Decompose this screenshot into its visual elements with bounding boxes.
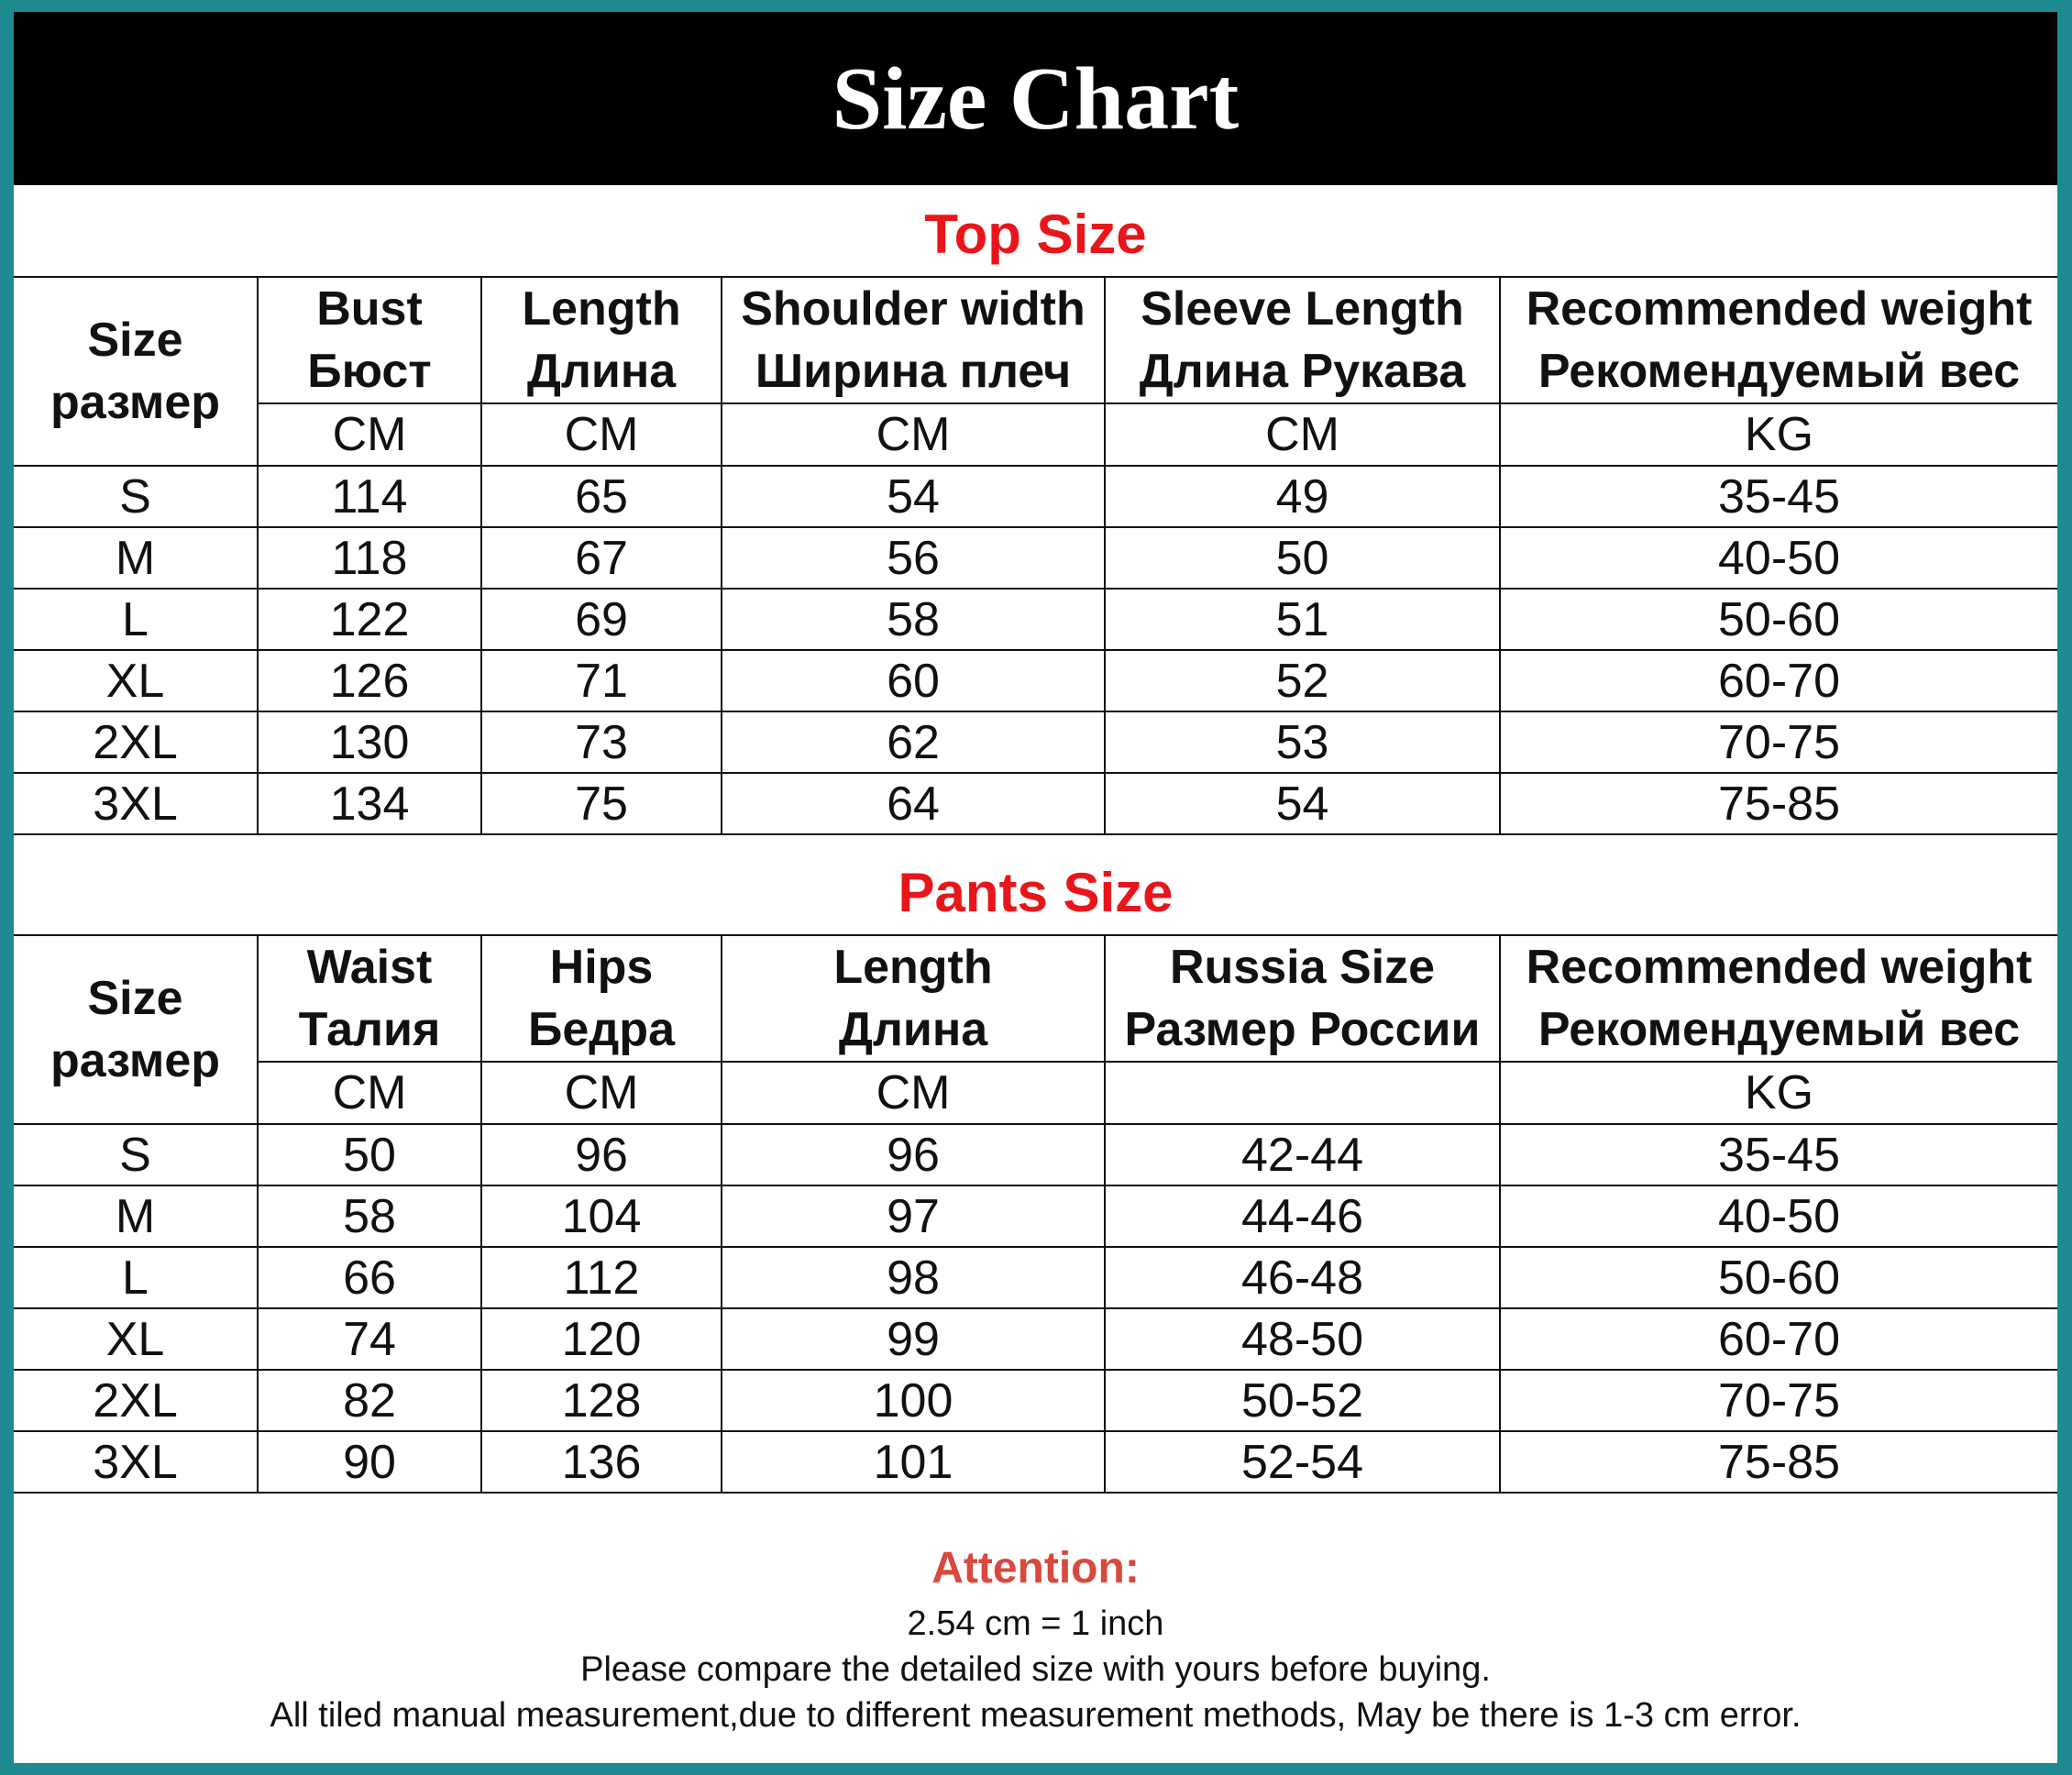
pants-size-table [14, 934, 2057, 1494]
unit-cell: CM [258, 1062, 481, 1124]
size-chart [14, 12, 2057, 1763]
table-cell: 136 [481, 1431, 722, 1493]
table-cell: 118 [258, 527, 481, 589]
column-header-en: Recommended weight [1526, 941, 2033, 994]
table-cell: 50 [258, 1124, 481, 1185]
table-cell: 50-60 [1500, 589, 2057, 650]
table-cell: 112 [481, 1247, 722, 1308]
pants-size-title: Pants Size [898, 862, 1174, 923]
table-row [14, 589, 2057, 650]
size-header-ru: размер [50, 1034, 221, 1087]
unit-cell [1105, 1062, 1500, 1124]
table-cell: 70-75 [1500, 711, 2057, 773]
table-cell: 44-46 [1105, 1185, 1500, 1247]
column-header-ru: Длина [838, 1003, 988, 1056]
compare-note: Please compare the detailed size with yours before buying. [580, 1650, 1491, 1689]
table-cell: 56 [722, 527, 1105, 589]
table-cell: 40-50 [1500, 527, 2057, 589]
column-header-en: Waist [306, 941, 433, 994]
column-header [1105, 277, 1500, 403]
unit-cell: CM [481, 1062, 722, 1124]
column-header [481, 277, 722, 403]
table-row [14, 1124, 2057, 1185]
table-cell: 49 [1105, 466, 1500, 527]
header-row [14, 277, 2057, 403]
size-label: L [14, 1247, 258, 1308]
table-cell: 99 [722, 1308, 1105, 1370]
table-cell: 50 [1105, 527, 1500, 589]
table-cell: 60 [722, 650, 1105, 711]
table-cell: 53 [1105, 711, 1500, 773]
column-header-ru: Бедра [528, 1003, 675, 1056]
size-label: XL [14, 650, 258, 711]
table-cell: 46-48 [1105, 1247, 1500, 1308]
column-header [1105, 935, 1500, 1062]
size-label: S [14, 1124, 258, 1185]
table-cell: 54 [1105, 773, 1500, 834]
unit-cell: KG [1500, 1062, 2057, 1124]
table-cell: 73 [481, 711, 722, 773]
table-cell: 51 [1105, 589, 1500, 650]
size-label: 3XL [14, 1431, 258, 1493]
table-cell: 134 [258, 773, 481, 834]
top-size-title: Top Size [924, 204, 1147, 265]
table-row [14, 527, 2057, 589]
column-header [481, 935, 722, 1062]
size-header-en: Size [87, 972, 183, 1025]
column-header-ru: Размер России [1124, 1003, 1481, 1056]
table-cell: 75-85 [1500, 1431, 2057, 1493]
header-row [14, 935, 2057, 1062]
table-cell: 71 [481, 650, 722, 711]
column-header [1500, 935, 2057, 1062]
unit-cell: CM [258, 403, 481, 466]
size-header-ru: размер [50, 376, 221, 429]
column-header [1500, 277, 2057, 403]
size-label: M [14, 527, 258, 589]
table-cell: 104 [481, 1185, 722, 1247]
column-header-en: Hips [549, 941, 654, 994]
column-header [722, 277, 1105, 403]
table-row [14, 1185, 2057, 1247]
column-header-en: Shoulder width [741, 282, 1086, 336]
table-cell: 120 [481, 1308, 722, 1370]
column-header-ru: Бюст [307, 345, 432, 398]
unit-cell: CM [481, 403, 722, 466]
table-cell: 67 [481, 527, 722, 589]
table-cell: 128 [481, 1370, 722, 1431]
measurement-note: All tiled manual measurement,due to different measurement methods, May be there is 1-3 cm error. [270, 1696, 1802, 1735]
table-cell: 96 [481, 1124, 722, 1185]
table-cell: 50-52 [1105, 1370, 1500, 1431]
table-cell: 114 [258, 466, 481, 527]
column-header-ru: Длина [526, 345, 677, 398]
size-label: S [14, 466, 258, 527]
size-label: 2XL [14, 711, 258, 773]
table-row [14, 1247, 2057, 1308]
table-cell: 58 [258, 1185, 481, 1247]
table-row [14, 1308, 2057, 1370]
unit-cell: CM [722, 1062, 1105, 1124]
table-cell: 122 [258, 589, 481, 650]
column-header [258, 935, 481, 1062]
table-cell: 69 [481, 589, 722, 650]
table-cell: 66 [258, 1247, 481, 1308]
table-cell: 60-70 [1500, 1308, 2057, 1370]
column-header-en: Sleeve Length [1141, 282, 1464, 336]
table-cell: 60-70 [1500, 650, 2057, 711]
size-header-en: Size [87, 314, 183, 367]
size-header [14, 277, 258, 466]
table-cell: 90 [258, 1431, 481, 1493]
column-header-ru: Талия [298, 1003, 441, 1056]
size-label: XL [14, 1308, 258, 1370]
table-row [14, 466, 2057, 527]
column-header-en: Length [833, 941, 993, 994]
table-cell: 50-60 [1500, 1247, 2057, 1308]
table-cell: 42-44 [1105, 1124, 1500, 1185]
column-header-en: Russia Size [1169, 941, 1436, 994]
conversion-note: 2.54 cm = 1 inch [907, 1604, 1164, 1643]
unit-cell: KG [1500, 403, 2057, 466]
size-header [14, 935, 258, 1124]
table-cell: 75 [481, 773, 722, 834]
table-cell: 48-50 [1105, 1308, 1500, 1370]
column-header-en: Bust [316, 282, 423, 336]
table-cell: 70-75 [1500, 1370, 2057, 1431]
table-cell: 62 [722, 711, 1105, 773]
column-header-ru: Длина Рукава [1139, 345, 1466, 398]
unit-cell: CM [1105, 403, 1500, 466]
table-cell: 35-45 [1500, 466, 2057, 527]
table-row [14, 650, 2057, 711]
table-cell: 54 [722, 466, 1105, 527]
column-header-en: Length [522, 282, 681, 336]
size-label: 2XL [14, 1370, 258, 1431]
column-header-ru: Рекомендуемый вес [1537, 345, 2021, 398]
table-cell: 65 [481, 466, 722, 527]
table-cell: 75-85 [1500, 773, 2057, 834]
column-header [722, 935, 1105, 1062]
table-cell: 40-50 [1500, 1185, 2057, 1247]
table-cell: 100 [722, 1370, 1105, 1431]
size-label: L [14, 589, 258, 650]
size-label: 3XL [14, 773, 258, 834]
column-header-ru: Рекомендуемый вес [1537, 1003, 2021, 1056]
table-row [14, 711, 2057, 773]
table-cell: 97 [722, 1185, 1105, 1247]
table-cell: 126 [258, 650, 481, 711]
column-header [258, 277, 481, 403]
unit-row [14, 403, 2057, 466]
table-cell: 74 [258, 1308, 481, 1370]
table-cell: 82 [258, 1370, 481, 1431]
top-size-table [14, 276, 2057, 835]
page-title: Size Chart [14, 12, 2057, 185]
table-row [14, 773, 2057, 834]
table-row [14, 1431, 2057, 1493]
column-header-en: Recommended weight [1526, 282, 2033, 336]
table-cell: 52 [1105, 650, 1500, 711]
attention-heading: Attention: [931, 1544, 1140, 1593]
size-label: M [14, 1185, 258, 1247]
table-cell: 98 [722, 1247, 1105, 1308]
table-cell: 96 [722, 1124, 1105, 1185]
table-cell: 101 [722, 1431, 1105, 1493]
column-header-ru: Ширина плеч [755, 345, 1072, 398]
table-cell: 130 [258, 711, 481, 773]
unit-cell: CM [722, 403, 1105, 466]
unit-row [14, 1062, 2057, 1124]
table-cell: 64 [722, 773, 1105, 834]
table-row [14, 1370, 2057, 1431]
table-cell: 35-45 [1500, 1124, 2057, 1185]
table-cell: 58 [722, 589, 1105, 650]
table-cell: 52-54 [1105, 1431, 1500, 1493]
